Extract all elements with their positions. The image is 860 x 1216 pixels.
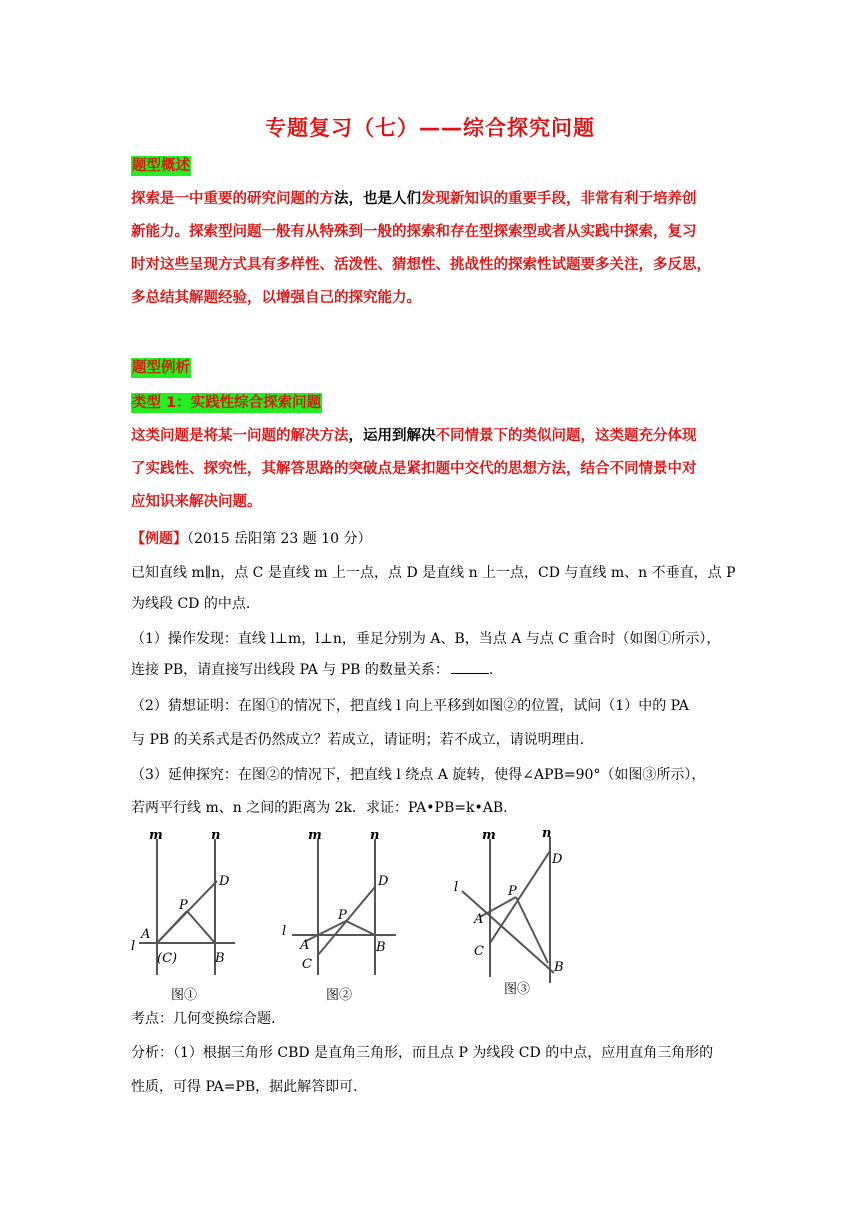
- overview-line-3: 时对这些呈现方式具有多样性、活泼性、猜想性、挑战性的探索性试题要多关注，多反思，: [131, 257, 711, 273]
- section-heading-overview: 题型概述: [132, 158, 190, 174]
- question-1-line-1: （1）操作发现：直线 l⊥m，l⊥n，垂足分别为 A、B，当点 A 与点 C 重合时（如图①所示），: [131, 631, 721, 647]
- fig3-label-l: l: [454, 880, 459, 895]
- fig3-label-m: m: [482, 828, 496, 843]
- fig1-label-m: m: [149, 828, 163, 843]
- type-1-heading: 类型 1：实践性综合探索问题: [132, 395, 322, 411]
- figure-1: [125, 825, 245, 1005]
- fig2-label-p: P: [338, 908, 347, 923]
- question-2-line-1: （2）猜想证明：在图①的情况下，把直线 l 向上平移到如图②的位置，试问（1）中的 PA: [131, 698, 689, 714]
- fig2-label-d: D: [378, 874, 389, 889]
- example-stem-1: 已知直线 m∥n，点 C 是直线 m 上一点，点 D 是直线 n 上一点，CD 与直线 m、n 不垂直，点 P: [131, 565, 736, 581]
- fig3-caption: 图③: [504, 982, 531, 997]
- figure-2: [278, 825, 408, 1005]
- question-1-line-2: 连接 PB，请直接写出线段 PA 与 PB 的数量关系： .: [131, 662, 494, 678]
- type-1-line-2: 了实践性、探究性，其解答思路的突破点是紧扣题中交代的思想方法，结合不同情景中对: [131, 461, 697, 477]
- figure-3: [448, 825, 578, 1005]
- fig1-label-d: D: [219, 874, 230, 889]
- fig1-label-l: l: [131, 939, 136, 954]
- fenxi-line-1: 分析：（1）根据三角形 CBD 是直角三角形，而且点 P 为线段 CD 的中点，应用直角三角形的: [131, 1045, 714, 1061]
- fig2-label-b: B: [376, 940, 386, 955]
- overview-line-4: 多总结其解题经验，以增强自己的探究能力。: [131, 290, 421, 306]
- fig2-caption: 图②: [326, 988, 353, 1003]
- fig3-label-c: C: [474, 944, 484, 959]
- section-heading-examples: 题型例析: [132, 360, 190, 376]
- question-3-line-1: （3）延伸探究：在图②的情况下，把直线 l 绕点 A 旋转，使得∠APB=90°（如图③所示），: [131, 767, 706, 783]
- example-stem-2: 为线段 CD 的中点.: [131, 596, 251, 612]
- type-1-line-3: 应知识来解决问题。: [131, 494, 262, 510]
- fig3-label-p: P: [508, 884, 517, 899]
- overview-line-1: 探索是一中重要的研究问题的方法，也是人们发现新知识的重要手段，非常有利于培养创: [131, 191, 697, 207]
- fig1-label-n: n: [211, 828, 221, 843]
- fig1-label-b: B: [215, 951, 225, 966]
- fig1-label-c: (C): [157, 951, 178, 966]
- fig2-label-a: A: [300, 938, 310, 953]
- fig1-caption: 图①: [171, 988, 198, 1003]
- fig1-label-p: P: [179, 898, 188, 913]
- question-2-line-2: 与 PB 的关系式是否仍然成立？若成立，请证明；若不成立，请说明理由.: [131, 732, 585, 748]
- fig3-label-n: n: [542, 826, 552, 841]
- page-title: 专题复习（七）——综合探究问题: [265, 116, 595, 140]
- fig3-label-d: D: [552, 852, 563, 867]
- fig2-label-n: n: [370, 828, 380, 843]
- fig2-label-m: m: [308, 828, 322, 843]
- example-header: 【例题】（2015 岳阳第 23 题 10 分）: [131, 531, 372, 547]
- kaodian: 考点：几何变换综合题.: [131, 1011, 276, 1027]
- overview-line-2: 新能力。探索型问题一般有从特殊到一般的探索和存在型探索型或者从实践中探索，复习: [131, 224, 697, 240]
- fig1-label-a: A: [141, 927, 151, 942]
- type-1-line-1: 这类问题是将某一问题的解决方法，运用到解决不同情景下的类似问题，这类题充分体现: [131, 428, 697, 444]
- fig2-label-l: l: [282, 924, 287, 939]
- fig2-label-c: C: [302, 957, 312, 972]
- answer-blank: [451, 661, 489, 674]
- fig3-label-b: B: [554, 960, 564, 975]
- question-3-line-2: 若两平行线 m、n 之间的距离为 2k．求证：PA•PB=k•AB.: [131, 800, 508, 816]
- fig3-label-a: A: [474, 912, 484, 927]
- fenxi-line-2: 性质，可得 PA=PB，据此解答即可.: [131, 1079, 358, 1095]
